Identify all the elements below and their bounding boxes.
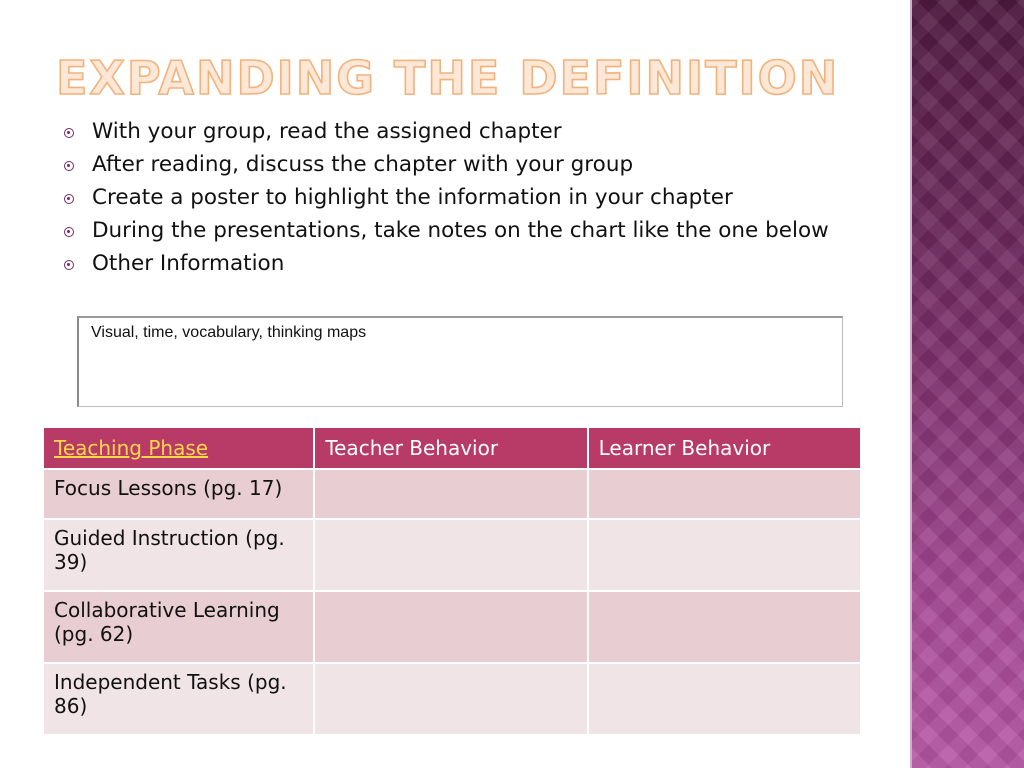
bullet-item <box>62 153 842 177</box>
bullet-item <box>62 186 842 210</box>
teacher-behavior-cell[interactable] <box>314 519 587 591</box>
slide-title: EXPANDING THE DEFINITION <box>56 51 840 105</box>
phase-cell: Guided Instruction (pg. 39) <box>43 519 314 591</box>
bullet-text: With your group, read the assigned chapter <box>92 119 562 144</box>
bullet-text: Create a poster to highlight the information in your chapter <box>92 185 733 210</box>
teacher-behavior-cell[interactable] <box>314 469 587 519</box>
phase-cell: Independent Tasks (pg. 86) <box>43 663 314 735</box>
table-row <box>43 519 861 591</box>
learner-behavior-cell[interactable] <box>588 519 861 591</box>
bullet-text: During the presentations, take notes on the chart like the one below <box>92 218 829 243</box>
table-row <box>43 591 861 663</box>
teacher-behavior-cell[interactable] <box>314 591 587 663</box>
bullet-text: Other Information <box>92 251 285 276</box>
bullet-list <box>62 120 842 285</box>
phase-cell: Collaborative Learning (pg. 62) <box>43 591 314 663</box>
learner-behavior-cell[interactable] <box>588 663 861 735</box>
circle-dot-bullet-icon <box>64 128 74 138</box>
learner-behavior-header: Learner Behavior <box>588 427 861 469</box>
bullet-item <box>62 252 842 276</box>
decorative-side-panel <box>912 0 1024 768</box>
learner-behavior-cell[interactable] <box>588 591 861 663</box>
teaching-phase-header-link[interactable]: Teaching Phase <box>43 427 314 469</box>
bullet-text: After reading, discuss the chapter with your group <box>92 152 634 177</box>
bullet-item <box>62 120 842 144</box>
table-row <box>43 469 861 519</box>
teacher-behavior-header: Teacher Behavior <box>314 427 587 469</box>
phase-cell: Focus Lessons (pg. 17) <box>43 469 314 519</box>
teaching-phase-table <box>42 426 862 736</box>
other-information-text: Visual, time, vocabulary, thinking maps <box>91 324 367 341</box>
other-information-box[interactable] <box>77 316 843 407</box>
table-header-row <box>43 427 861 469</box>
teacher-behavior-cell[interactable] <box>314 663 587 735</box>
circle-dot-bullet-icon <box>64 194 74 204</box>
table-row <box>43 663 861 735</box>
circle-dot-bullet-icon <box>64 260 74 270</box>
circle-dot-bullet-icon <box>64 161 74 171</box>
learner-behavior-cell[interactable] <box>588 469 861 519</box>
circle-dot-bullet-icon <box>64 227 74 237</box>
bullet-item <box>62 219 842 243</box>
